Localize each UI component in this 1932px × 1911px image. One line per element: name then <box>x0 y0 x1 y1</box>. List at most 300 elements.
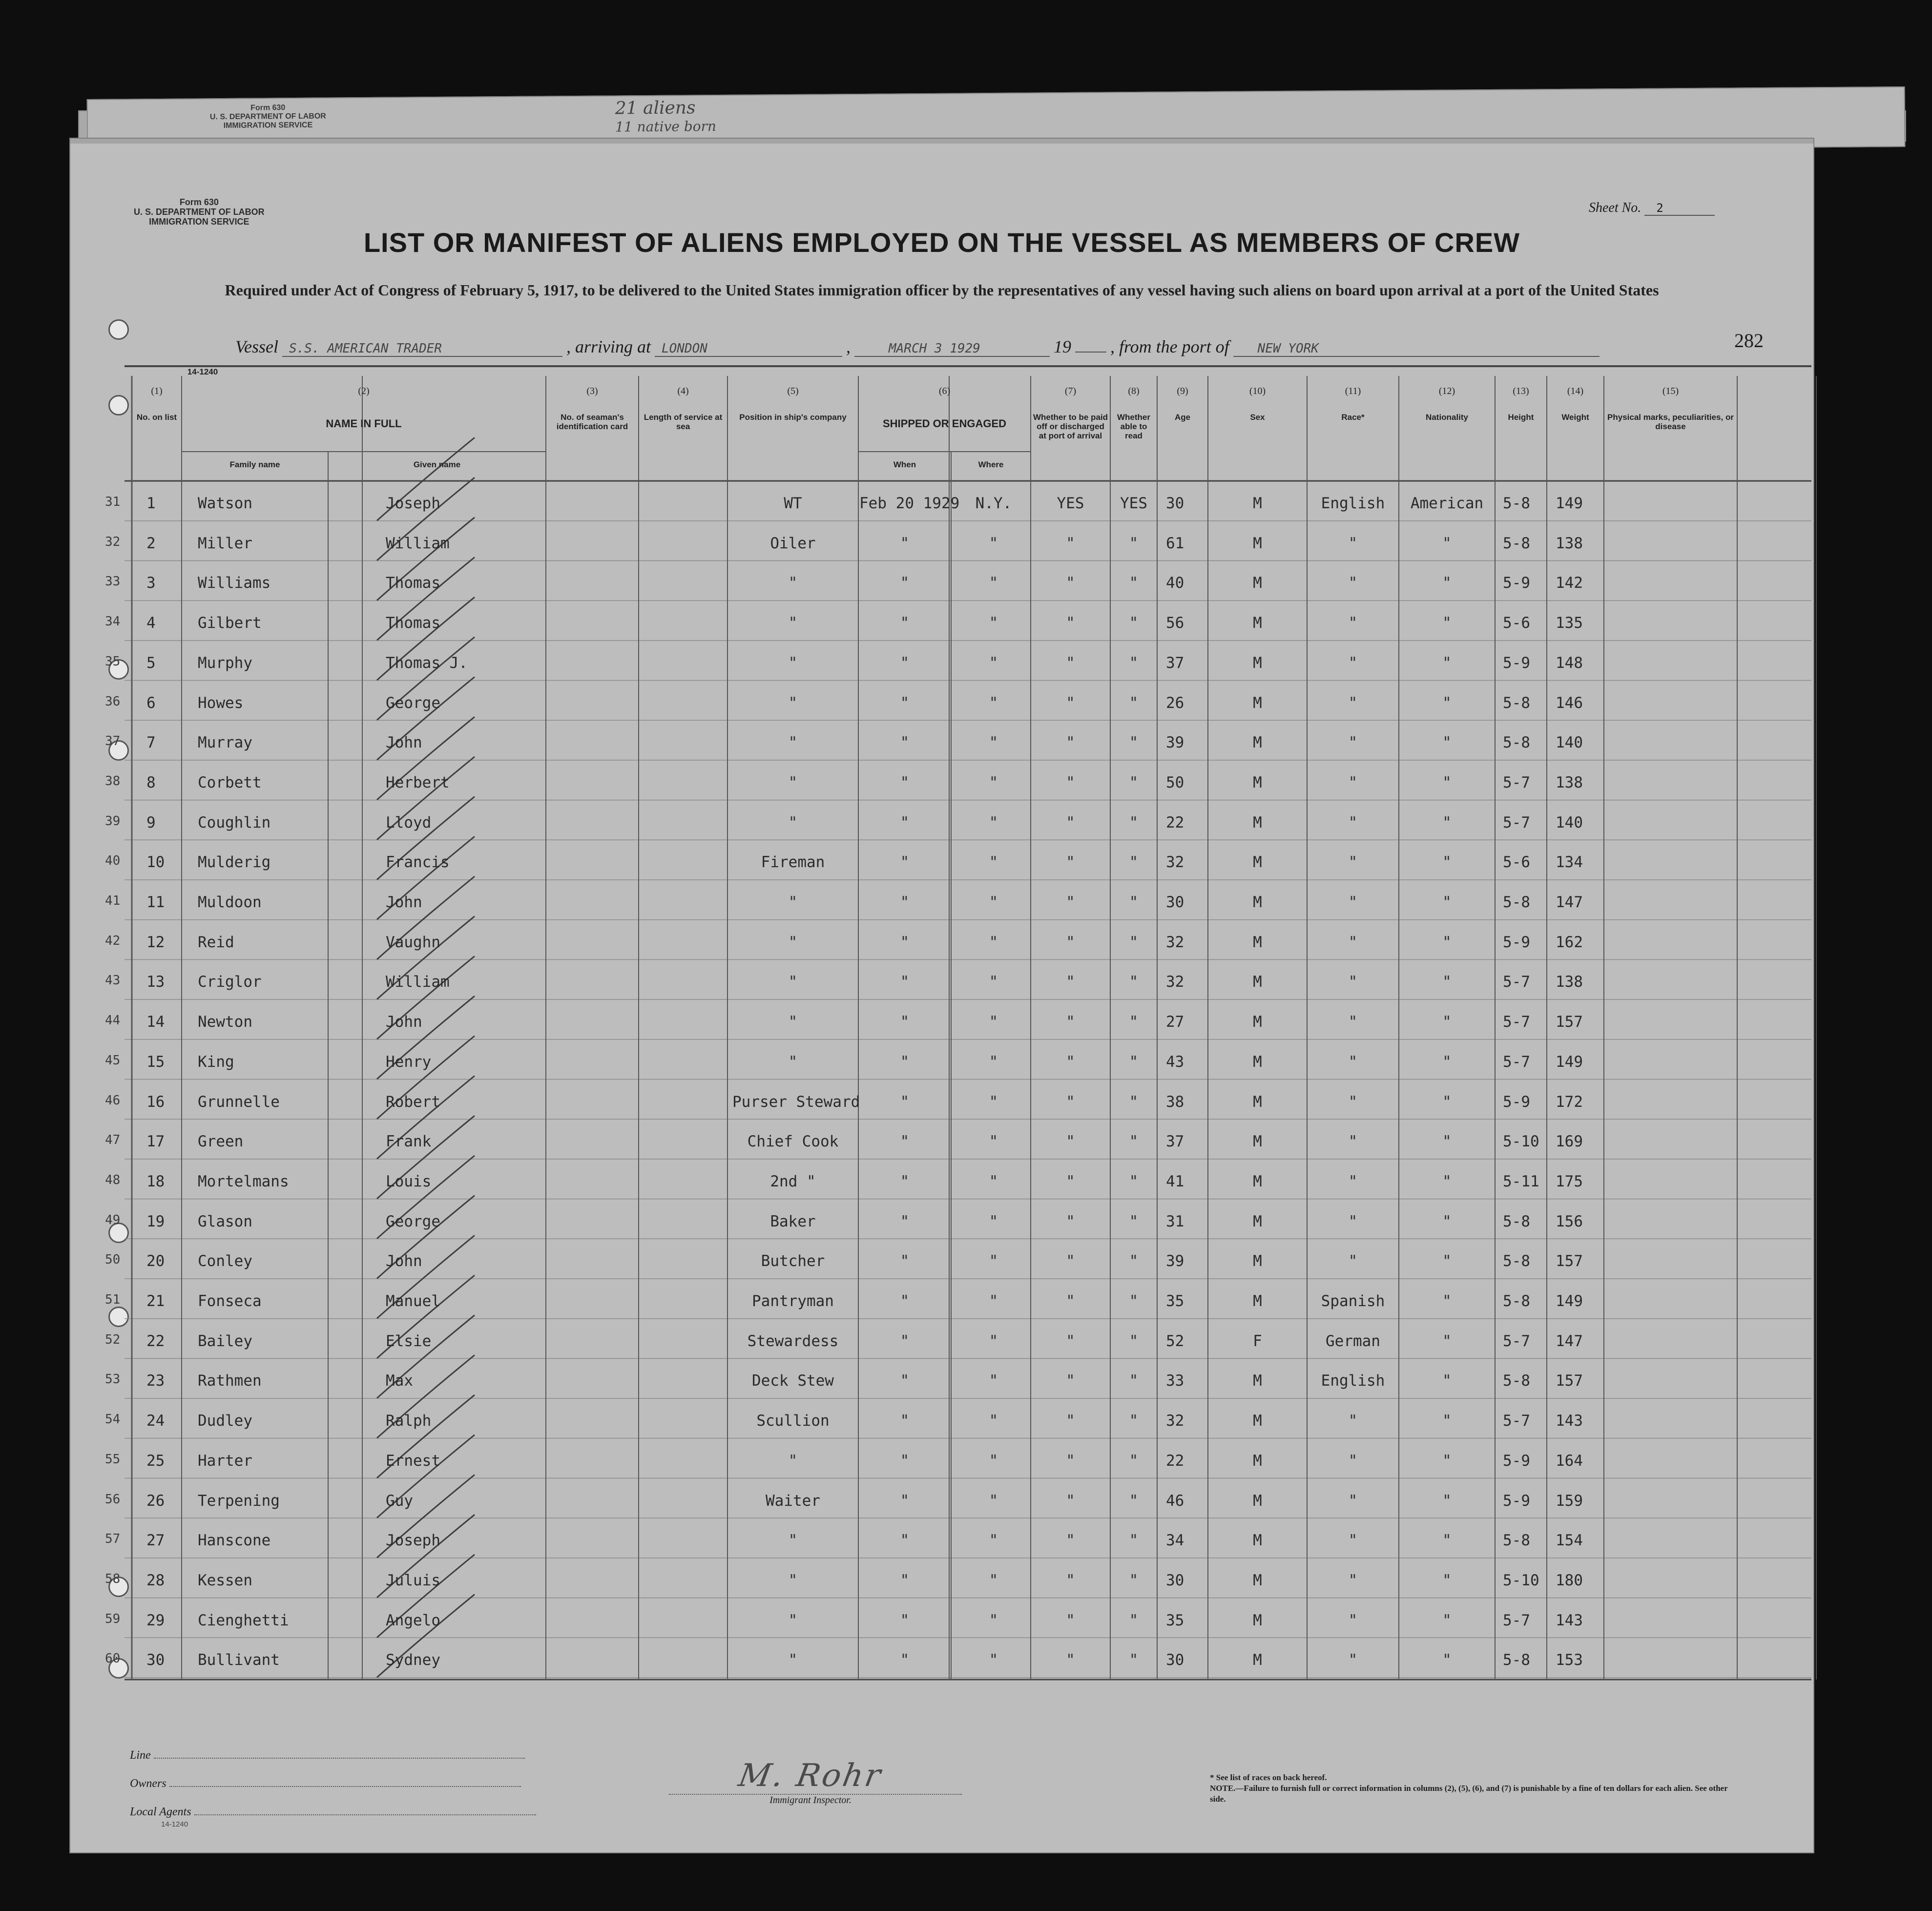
cell-when: " <box>900 1292 910 1310</box>
cell-alt: 44 <box>105 1013 121 1028</box>
cell-sex: M <box>1253 1093 1262 1111</box>
cell-race: " <box>1348 973 1358 991</box>
cell-no: 3 <box>146 574 156 592</box>
cell-no: 18 <box>146 1172 165 1190</box>
cell-weight: 175 <box>1556 1172 1583 1190</box>
cell-given: Joseph <box>386 1532 440 1550</box>
cell-when: " <box>900 1252 910 1270</box>
column-number-2: (2) <box>358 386 370 396</box>
cell-where: " <box>989 1332 998 1350</box>
cell-alt: 50 <box>105 1252 121 1267</box>
cell-position: Scullion <box>756 1412 830 1430</box>
cell-age: 30 <box>1166 1651 1184 1669</box>
cell-height: 5-7 <box>1503 813 1530 831</box>
cell-weight: 157 <box>1556 1252 1583 1270</box>
cell-nat: " <box>1442 1651 1452 1669</box>
cell-alt: 32 <box>105 534 121 549</box>
cell-alt: 51 <box>105 1292 121 1307</box>
cell-age: 37 <box>1166 1133 1184 1151</box>
cell-where: " <box>989 853 998 872</box>
cell-age: 30 <box>1166 495 1184 512</box>
cell-when: " <box>900 1013 910 1031</box>
cell-no: 5 <box>146 654 156 672</box>
cell-given: Frank <box>386 1133 432 1151</box>
cell-given: Lloyd <box>386 813 432 831</box>
cell-where: " <box>989 1292 998 1310</box>
cell-sex: M <box>1253 654 1262 672</box>
cell-position: Pantryman <box>752 1292 834 1310</box>
cell-read: " <box>1129 694 1139 712</box>
cell-given: Francis <box>386 853 450 872</box>
cell-weight: 143 <box>1556 1412 1583 1430</box>
cell-weight: 149 <box>1556 495 1583 512</box>
cell-read: " <box>1129 654 1139 672</box>
cell-alt: 43 <box>105 973 121 988</box>
cell-no: 17 <box>146 1133 165 1151</box>
cell-paid: " <box>1066 1651 1075 1669</box>
cell-age: 41 <box>1166 1172 1184 1190</box>
cell-height: 5-10 <box>1503 1571 1539 1589</box>
cell-nat: " <box>1442 1133 1452 1151</box>
column-header-family-name: Family name <box>229 460 280 469</box>
cell-height: 5-7 <box>1503 1611 1530 1629</box>
cell-position: " <box>788 1651 798 1669</box>
column-header-14: Weight <box>1561 413 1589 422</box>
cell-position: " <box>788 933 798 951</box>
cell-weight: 140 <box>1556 813 1583 831</box>
cell-weight: 164 <box>1556 1452 1583 1470</box>
cell-read: " <box>1129 574 1139 592</box>
cell-race: " <box>1348 1492 1358 1510</box>
cell-family: Coughlin <box>198 813 271 831</box>
cell-height: 5-11 <box>1503 1172 1539 1190</box>
cell-no: 30 <box>146 1651 165 1669</box>
cell-read: " <box>1129 734 1139 752</box>
cell-read: " <box>1129 933 1139 951</box>
cell-where: " <box>989 1053 998 1071</box>
cell-alt: 53 <box>105 1372 121 1387</box>
cell-read: " <box>1129 1332 1139 1350</box>
cell-family: Terpening <box>198 1492 280 1510</box>
cell-no: 26 <box>146 1492 165 1510</box>
cell-nat: " <box>1442 1372 1452 1390</box>
cell-race: " <box>1348 1053 1358 1071</box>
line-blank <box>154 1758 525 1759</box>
cell-paid: " <box>1066 1492 1075 1510</box>
cell-paid: " <box>1066 1332 1075 1350</box>
cell-family: Criglor <box>198 973 262 991</box>
cell-alt: 59 <box>105 1611 121 1626</box>
cell-weight: 148 <box>1556 654 1583 672</box>
cell-height: 5-8 <box>1503 1372 1530 1390</box>
cell-read: " <box>1129 1611 1139 1629</box>
cell-read: " <box>1129 1133 1139 1151</box>
cell-given: George <box>386 1212 440 1230</box>
cell-position: Chief Cook <box>747 1133 839 1151</box>
cell-when: " <box>900 1412 910 1430</box>
cell-nat: " <box>1442 614 1452 632</box>
cell-sex: M <box>1253 1172 1262 1190</box>
cell-sex: M <box>1253 1252 1262 1270</box>
cell-given: Louis <box>386 1172 432 1190</box>
cell-where: " <box>989 1372 998 1390</box>
cell-paid: " <box>1066 534 1075 552</box>
cell-no: 8 <box>146 773 156 791</box>
column-header-15: Physical marks, peculiarities, or disease <box>1607 413 1734 431</box>
cell-where: " <box>989 973 998 991</box>
column-header-6: SHIPPED OR ENGAGED <box>882 417 1007 430</box>
cell-where: " <box>989 654 998 672</box>
column-header-3: No. of seaman's identification card <box>556 413 628 431</box>
cell-where: " <box>989 1571 998 1589</box>
cell-weight: 180 <box>1556 1571 1583 1589</box>
cell-no: 11 <box>146 893 165 911</box>
cell-when: " <box>900 1053 910 1071</box>
cell-paid: " <box>1066 853 1075 872</box>
cell-read: " <box>1129 1492 1139 1510</box>
cell-given: Juluis <box>386 1571 440 1589</box>
cell-family: Williams <box>198 574 271 592</box>
cell-sex: M <box>1253 734 1262 752</box>
cell-height: 5-9 <box>1503 1492 1530 1510</box>
cell-where: " <box>989 1532 998 1550</box>
cell-nat: " <box>1442 1093 1452 1111</box>
cell-when: " <box>900 813 910 831</box>
cell-height: 5-8 <box>1503 1252 1530 1270</box>
cell-given: Thomas <box>386 614 440 632</box>
cell-where: " <box>989 933 998 951</box>
cell-given: John <box>386 1252 422 1270</box>
cell-height: 5-9 <box>1503 1093 1530 1111</box>
cell-read: " <box>1129 853 1139 872</box>
cell-sex: M <box>1253 813 1262 831</box>
cell-paid: " <box>1066 1292 1075 1310</box>
cell-weight: 138 <box>1556 973 1583 991</box>
cell-race: " <box>1348 1133 1358 1151</box>
cell-no: 6 <box>146 694 156 712</box>
cell-given: Thomas <box>386 574 440 592</box>
cell-paid: " <box>1066 1452 1075 1470</box>
cell-height: 5-9 <box>1503 654 1530 672</box>
cell-position: " <box>788 694 798 712</box>
cell-weight: 162 <box>1556 933 1583 951</box>
cell-paid: " <box>1066 1133 1075 1151</box>
cell-age: 35 <box>1166 1611 1184 1629</box>
cell-alt: 49 <box>105 1212 121 1227</box>
cell-given: Manuel <box>386 1292 440 1310</box>
cell-sex: M <box>1253 1013 1262 1031</box>
cell-nat: " <box>1442 1212 1452 1230</box>
column-header-10: Sex <box>1250 413 1265 422</box>
cell-sex: M <box>1253 973 1262 991</box>
cell-given: Angelo <box>386 1611 440 1629</box>
cell-sex: M <box>1253 614 1262 632</box>
cell-read: " <box>1129 1532 1139 1550</box>
cell-position: " <box>788 773 798 791</box>
cell-no: 9 <box>146 813 156 831</box>
cell-paid: " <box>1066 813 1075 831</box>
cell-age: 33 <box>1166 1372 1184 1390</box>
cell-position: Fireman <box>761 853 825 872</box>
cell-sex: M <box>1253 495 1262 512</box>
cell-position: " <box>788 574 798 592</box>
cell-family: Fonseca <box>198 1292 262 1310</box>
cell-paid: " <box>1066 1013 1075 1031</box>
cell-when: " <box>900 1611 910 1629</box>
cell-where: " <box>989 773 998 791</box>
cell-read: " <box>1129 1372 1139 1390</box>
cell-race: " <box>1348 1013 1358 1031</box>
cell-race: Spanish <box>1321 1292 1385 1310</box>
cell-weight: 149 <box>1556 1292 1583 1310</box>
cell-height: 5-7 <box>1503 1053 1530 1071</box>
inspector-signature-block <box>669 1758 952 1806</box>
cell-sex: M <box>1253 694 1262 712</box>
cell-where: " <box>989 1013 998 1031</box>
cell-nat: " <box>1442 1332 1452 1350</box>
cell-weight: 157 <box>1556 1372 1583 1390</box>
penalty-note: NOTE.—Failure to furnish full or correct information in columns (2), (5), (6), and (7) is punishable by a fine of ten dollars for each alien. See other side. <box>1210 1784 1728 1804</box>
cell-sex: F <box>1253 1332 1262 1350</box>
cell-no: 23 <box>146 1372 165 1390</box>
cell-family: Newton <box>198 1013 252 1031</box>
cell-read: " <box>1129 1013 1139 1031</box>
column-number-5: (5) <box>787 386 799 396</box>
cell-age: 61 <box>1166 534 1184 552</box>
cell-where: " <box>989 1611 998 1629</box>
cell-when: " <box>900 734 910 752</box>
cell-when: Feb 20 1929 <box>859 495 960 512</box>
column-number-8: (8) <box>1128 386 1140 396</box>
cell-age: 35 <box>1166 1292 1184 1310</box>
cell-nat: " <box>1442 813 1452 831</box>
cell-read: " <box>1129 614 1139 632</box>
cell-weight: 134 <box>1556 853 1583 872</box>
cell-family: King <box>198 1053 234 1071</box>
column-number-15: (15) <box>1662 386 1679 396</box>
column-number-14: (14) <box>1567 386 1584 396</box>
cell-nat: " <box>1442 933 1452 951</box>
cell-alt: 55 <box>105 1452 121 1467</box>
cell-paid: " <box>1066 1412 1075 1430</box>
cell-position: Butcher <box>761 1252 825 1270</box>
cell-weight: 147 <box>1556 1332 1583 1350</box>
cell-weight: 140 <box>1556 734 1583 752</box>
cell-read: " <box>1129 773 1139 791</box>
cell-weight: 172 <box>1556 1093 1583 1111</box>
cell-given: Max <box>386 1372 413 1390</box>
inspector-label: Immigrant Inspector. <box>769 1795 852 1806</box>
cell-age: 26 <box>1166 694 1184 712</box>
cell-alt: 48 <box>105 1172 121 1187</box>
column-header-given-name: Given name <box>413 460 461 469</box>
cell-age: 32 <box>1166 1412 1184 1430</box>
cell-age: 22 <box>1166 813 1184 831</box>
cell-weight: 147 <box>1556 893 1583 911</box>
cell-sex: M <box>1253 1053 1262 1071</box>
cell-when: " <box>900 694 910 712</box>
cell-race: " <box>1348 574 1358 592</box>
cell-height: 5-8 <box>1503 694 1530 712</box>
cell-race: English <box>1321 495 1385 512</box>
cell-age: 22 <box>1166 1452 1184 1470</box>
cell-family: Corbett <box>198 773 262 791</box>
cell-paid: YES <box>1057 495 1084 512</box>
cell-paid: " <box>1066 1252 1075 1270</box>
cell-where: " <box>989 534 998 552</box>
cell-no: 19 <box>146 1212 165 1230</box>
cell-family: Bullivant <box>198 1651 280 1669</box>
owners-field <box>130 1777 521 1790</box>
cell-when: " <box>900 1532 910 1550</box>
line-label: Line <box>130 1749 151 1762</box>
cell-sex: M <box>1253 1611 1262 1629</box>
cell-age: 50 <box>1166 773 1184 791</box>
column-number-9: (9) <box>1177 386 1188 396</box>
cell-age: 38 <box>1166 1093 1184 1111</box>
cell-paid: " <box>1066 734 1075 752</box>
cell-read: " <box>1129 534 1139 552</box>
cell-where: " <box>989 694 998 712</box>
cell-when: " <box>900 534 910 552</box>
cell-when: " <box>900 1651 910 1669</box>
cell-family: Howes <box>198 694 244 712</box>
cell-no: 22 <box>146 1332 165 1350</box>
cell-when: " <box>900 1332 910 1350</box>
cell-height: 5-9 <box>1503 1452 1530 1470</box>
column-number-3: (3) <box>586 386 598 396</box>
cell-age: 32 <box>1166 933 1184 951</box>
cell-position: " <box>788 1053 798 1071</box>
cell-alt: 41 <box>105 893 121 908</box>
cell-family: Murray <box>198 734 252 752</box>
cell-given: Elsie <box>386 1332 432 1350</box>
cell-height: 5-7 <box>1503 973 1530 991</box>
cell-when: " <box>900 654 910 672</box>
cell-when: " <box>900 933 910 951</box>
cell-paid: " <box>1066 654 1075 672</box>
cell-position: " <box>788 1452 798 1470</box>
cell-nat: " <box>1442 973 1452 991</box>
cell-race: " <box>1348 893 1358 911</box>
cell-paid: " <box>1066 1053 1075 1071</box>
cell-age: 52 <box>1166 1332 1184 1350</box>
column-header-12: Nationality <box>1426 413 1468 422</box>
arriving-port: LONDON <box>655 341 842 357</box>
annotation-native-born: 11 native born <box>615 118 717 135</box>
cell-paid: " <box>1066 1532 1075 1550</box>
cell-when: " <box>900 893 910 911</box>
column-header-4: Length of service at sea <box>644 413 723 431</box>
cell-height: 5-10 <box>1503 1133 1539 1151</box>
cell-race: German <box>1326 1332 1380 1350</box>
cell-read: " <box>1129 973 1139 991</box>
cell-when: " <box>900 574 910 592</box>
cell-alt: 45 <box>105 1053 121 1068</box>
column-header-7: Whether to be paid off or discharged at port of arrival <box>1033 413 1108 440</box>
cell-paid: " <box>1066 1212 1075 1230</box>
cell-family: Harter <box>198 1452 252 1470</box>
cell-weight: 169 <box>1556 1133 1583 1151</box>
cell-race: " <box>1348 534 1358 552</box>
column-number-11: (11) <box>1345 386 1361 396</box>
cell-alt: 57 <box>105 1532 121 1547</box>
cell-family: Reid <box>198 933 234 951</box>
cell-age: 27 <box>1166 1013 1184 1031</box>
cell-age: 56 <box>1166 614 1184 632</box>
cell-no: 13 <box>146 973 165 991</box>
sheet-number-label: Sheet No. <box>1589 200 1641 215</box>
cell-given: Guy <box>386 1492 413 1510</box>
cell-alt: 31 <box>105 495 121 509</box>
cell-paid: " <box>1066 1611 1075 1629</box>
cell-when: " <box>900 1133 910 1151</box>
cell-read: " <box>1129 813 1139 831</box>
agents-label: Local Agents <box>130 1806 191 1818</box>
cell-where: " <box>989 1492 998 1510</box>
cell-family: Cienghetti <box>198 1611 289 1629</box>
cell-height: 5-7 <box>1503 1013 1530 1031</box>
cell-family: Mortelmans <box>198 1172 289 1190</box>
cell-height: 5-8 <box>1503 1212 1530 1230</box>
underlying-service: IMMIGRATION SERVICE <box>223 121 313 130</box>
cell-given: John <box>386 893 422 911</box>
footer-form-code: 14-1240 <box>161 1820 188 1828</box>
cell-given: Herbert <box>386 773 450 791</box>
cell-height: 5-7 <box>1503 773 1530 791</box>
cell-weight: 149 <box>1556 1053 1583 1071</box>
cell-alt: 46 <box>105 1093 121 1108</box>
cell-family: Grunnelle <box>198 1093 280 1111</box>
cell-no: 10 <box>146 853 165 872</box>
cell-given: Vaughn <box>386 933 440 951</box>
cell-where: " <box>989 1452 998 1470</box>
underlying-department: U. S. DEPARTMENT OF LABOR <box>209 112 326 122</box>
column-header-2: NAME IN FULL <box>326 417 402 430</box>
agents-blank <box>194 1814 536 1815</box>
cell-nat: " <box>1442 1611 1452 1629</box>
cell-age: 31 <box>1166 1212 1184 1230</box>
cell-nat: " <box>1442 654 1452 672</box>
cell-family: Rathmen <box>198 1372 262 1390</box>
cell-where: " <box>989 1252 998 1270</box>
cell-where: " <box>989 893 998 911</box>
cell-alt: 33 <box>105 574 121 589</box>
cell-sex: M <box>1253 1212 1262 1230</box>
cell-no: 12 <box>146 933 165 951</box>
cell-read: YES <box>1120 495 1147 512</box>
owners-blank <box>169 1786 521 1787</box>
from-port: NEW YORK <box>1233 341 1600 357</box>
cell-paid: " <box>1066 893 1075 911</box>
cell-position: " <box>788 1571 798 1589</box>
cell-alt: 39 <box>105 813 121 829</box>
cell-read: " <box>1129 893 1139 911</box>
cell-family: Mulderig <box>198 853 271 872</box>
cell-read: " <box>1129 1571 1139 1589</box>
cell-weight: 156 <box>1556 1212 1583 1230</box>
cell-weight: 154 <box>1556 1532 1583 1550</box>
cell-no: 16 <box>146 1093 165 1111</box>
cell-height: 5-8 <box>1503 1532 1530 1550</box>
cell-position: " <box>788 734 798 752</box>
cell-position: " <box>788 813 798 831</box>
cell-height: 5-8 <box>1503 534 1530 552</box>
cell-when: " <box>900 773 910 791</box>
column-header-13: Height <box>1508 413 1534 422</box>
cell-paid: " <box>1066 773 1075 791</box>
cell-race: " <box>1348 813 1358 831</box>
